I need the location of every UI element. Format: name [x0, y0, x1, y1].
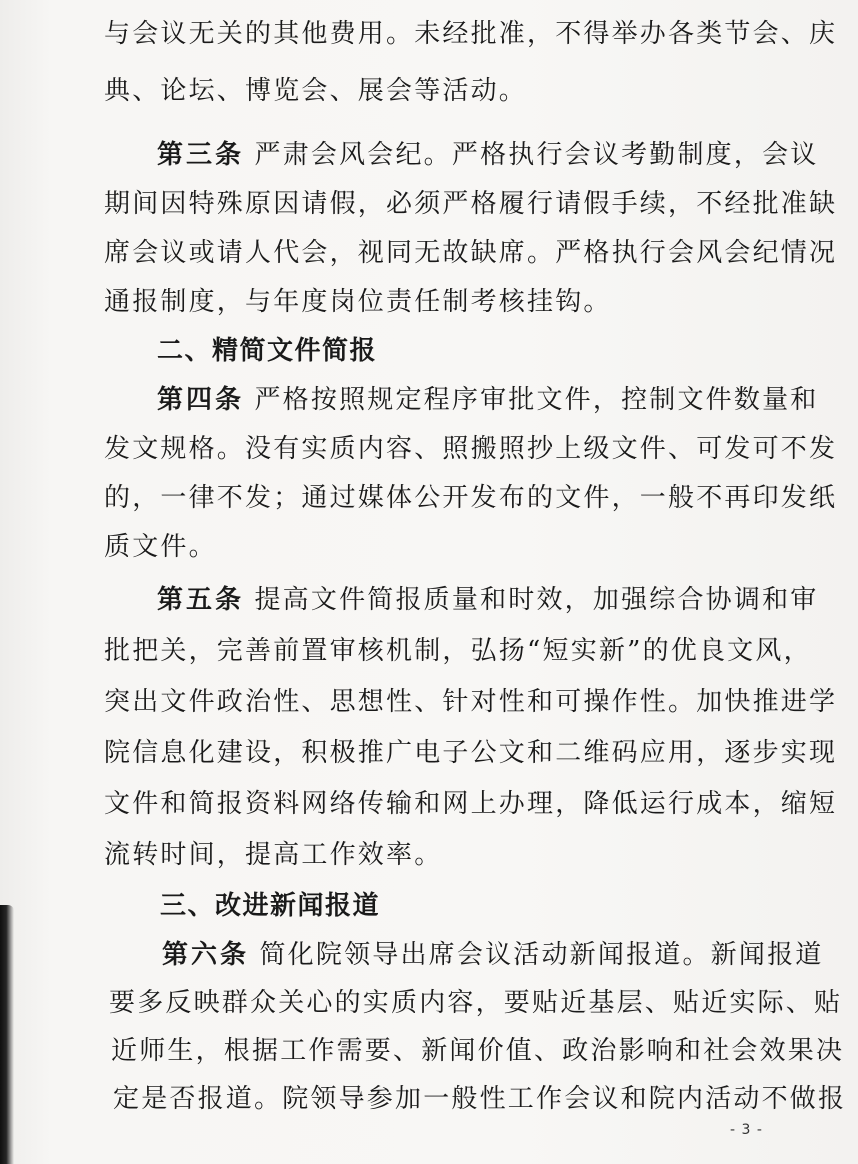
- article-6-line-2-text: 要多反映群众关心的实质内容，要贴近基层、贴近实际、贴: [109, 988, 843, 1018]
- body-line-1: [104, 14, 837, 54]
- article-5-line-2-text: 批把关，完善前置审核机制，弘扬“短实新”的优良文风，: [104, 636, 812, 666]
- article-6-label: 第六条: [162, 940, 250, 970]
- article-4-line-1: [157, 380, 819, 420]
- article-4-line-1-text: 严格按照规定程序审批文件，控制文件数量和: [254, 385, 819, 415]
- article-6-line-3: [111, 1031, 844, 1071]
- article-4-line-2-text: 发文规格。没有实质内容、照搬照抄上级文件、可发可不发: [104, 434, 838, 464]
- section-heading-3-text: 三、改进新闻报道: [160, 891, 381, 921]
- article-3-line-2-text: 期间因特殊原因请假，必须严格履行请假手续，不经批准缺: [104, 189, 838, 219]
- article-5-line-3-text: 突出文件政治性、思想性、针对性和可操作性。加快推进学: [104, 687, 838, 717]
- article-5-line-1: [157, 580, 819, 620]
- article-5-line-4: [104, 733, 837, 773]
- article-4-line-3: [104, 478, 837, 518]
- article-3-line-4-text: 通报制度，与年度岗位责任制考核挂钩。: [104, 287, 612, 317]
- article-3-line-3: [104, 233, 837, 273]
- article-6-line-2: [109, 983, 842, 1023]
- article-4-line-3-text: 的，一律不发；通过媒体公开发布的文件，一般不再印发纸: [104, 483, 838, 513]
- body-line-1-text: 与会议无关的其他费用。未经批准，不得举办各类节会、庆: [104, 19, 838, 49]
- article-3-label: 第三条: [157, 140, 245, 170]
- article-5-line-6-text: 流转时间，提高工作效率。: [104, 840, 443, 870]
- article-5-line-1-text: 提高文件简报质量和时效，加强综合协调和审: [254, 585, 819, 615]
- article-3-line-1-text: 严肃会风会纪。严格执行会议考勤制度，会议: [254, 140, 819, 170]
- article-6-line-4: [113, 1079, 846, 1119]
- article-3-line-2: [104, 184, 837, 224]
- article-3-line-1: [157, 135, 819, 175]
- body-line-2: [104, 71, 527, 111]
- section-heading-2-text: 二、精简文件简报: [157, 336, 378, 366]
- article-6-line-1: [162, 935, 824, 975]
- article-5-line-2: [104, 631, 812, 671]
- article-4-line-4-text: 质文件。: [104, 532, 217, 562]
- article-5-line-5-text: 文件和简报资料网络传输和网上办理，降低运行成本，缩短: [104, 789, 838, 819]
- page-number: - 3 -: [730, 1122, 763, 1138]
- scan-shadow-edge: [0, 905, 14, 1164]
- section-heading-2: [157, 331, 377, 371]
- article-3-line-4: [104, 282, 612, 322]
- article-5-line-6: [104, 835, 442, 875]
- article-5-label: 第五条: [157, 585, 245, 615]
- article-6-line-3-text: 近师生，根据工作需要、新闻价值、政治影响和社会效果决: [111, 1036, 845, 1066]
- article-5-line-5: [104, 784, 837, 824]
- article-4-label: 第四条: [157, 385, 245, 415]
- article-4-line-4: [104, 527, 217, 567]
- article-6-line-4-text: 定是否报道。院领导参加一般性工作会议和院内活动不做报: [113, 1084, 847, 1114]
- article-6-line-1-text: 简化院领导出席会议活动新闻报道。新闻报道: [259, 940, 824, 970]
- article-5-line-4-text: 院信息化建设，积极推广电子公文和二维码应用，逐步实现: [104, 738, 838, 768]
- body-line-2-text: 典、论坛、博览会、展会等活动。: [104, 76, 528, 106]
- article-4-line-2: [104, 429, 837, 469]
- section-heading-3: [160, 886, 380, 926]
- article-3-line-3-text: 席会议或请人代会，视同无故缺席。严格执行会风会纪情况: [104, 238, 838, 268]
- article-5-line-3: [104, 682, 837, 722]
